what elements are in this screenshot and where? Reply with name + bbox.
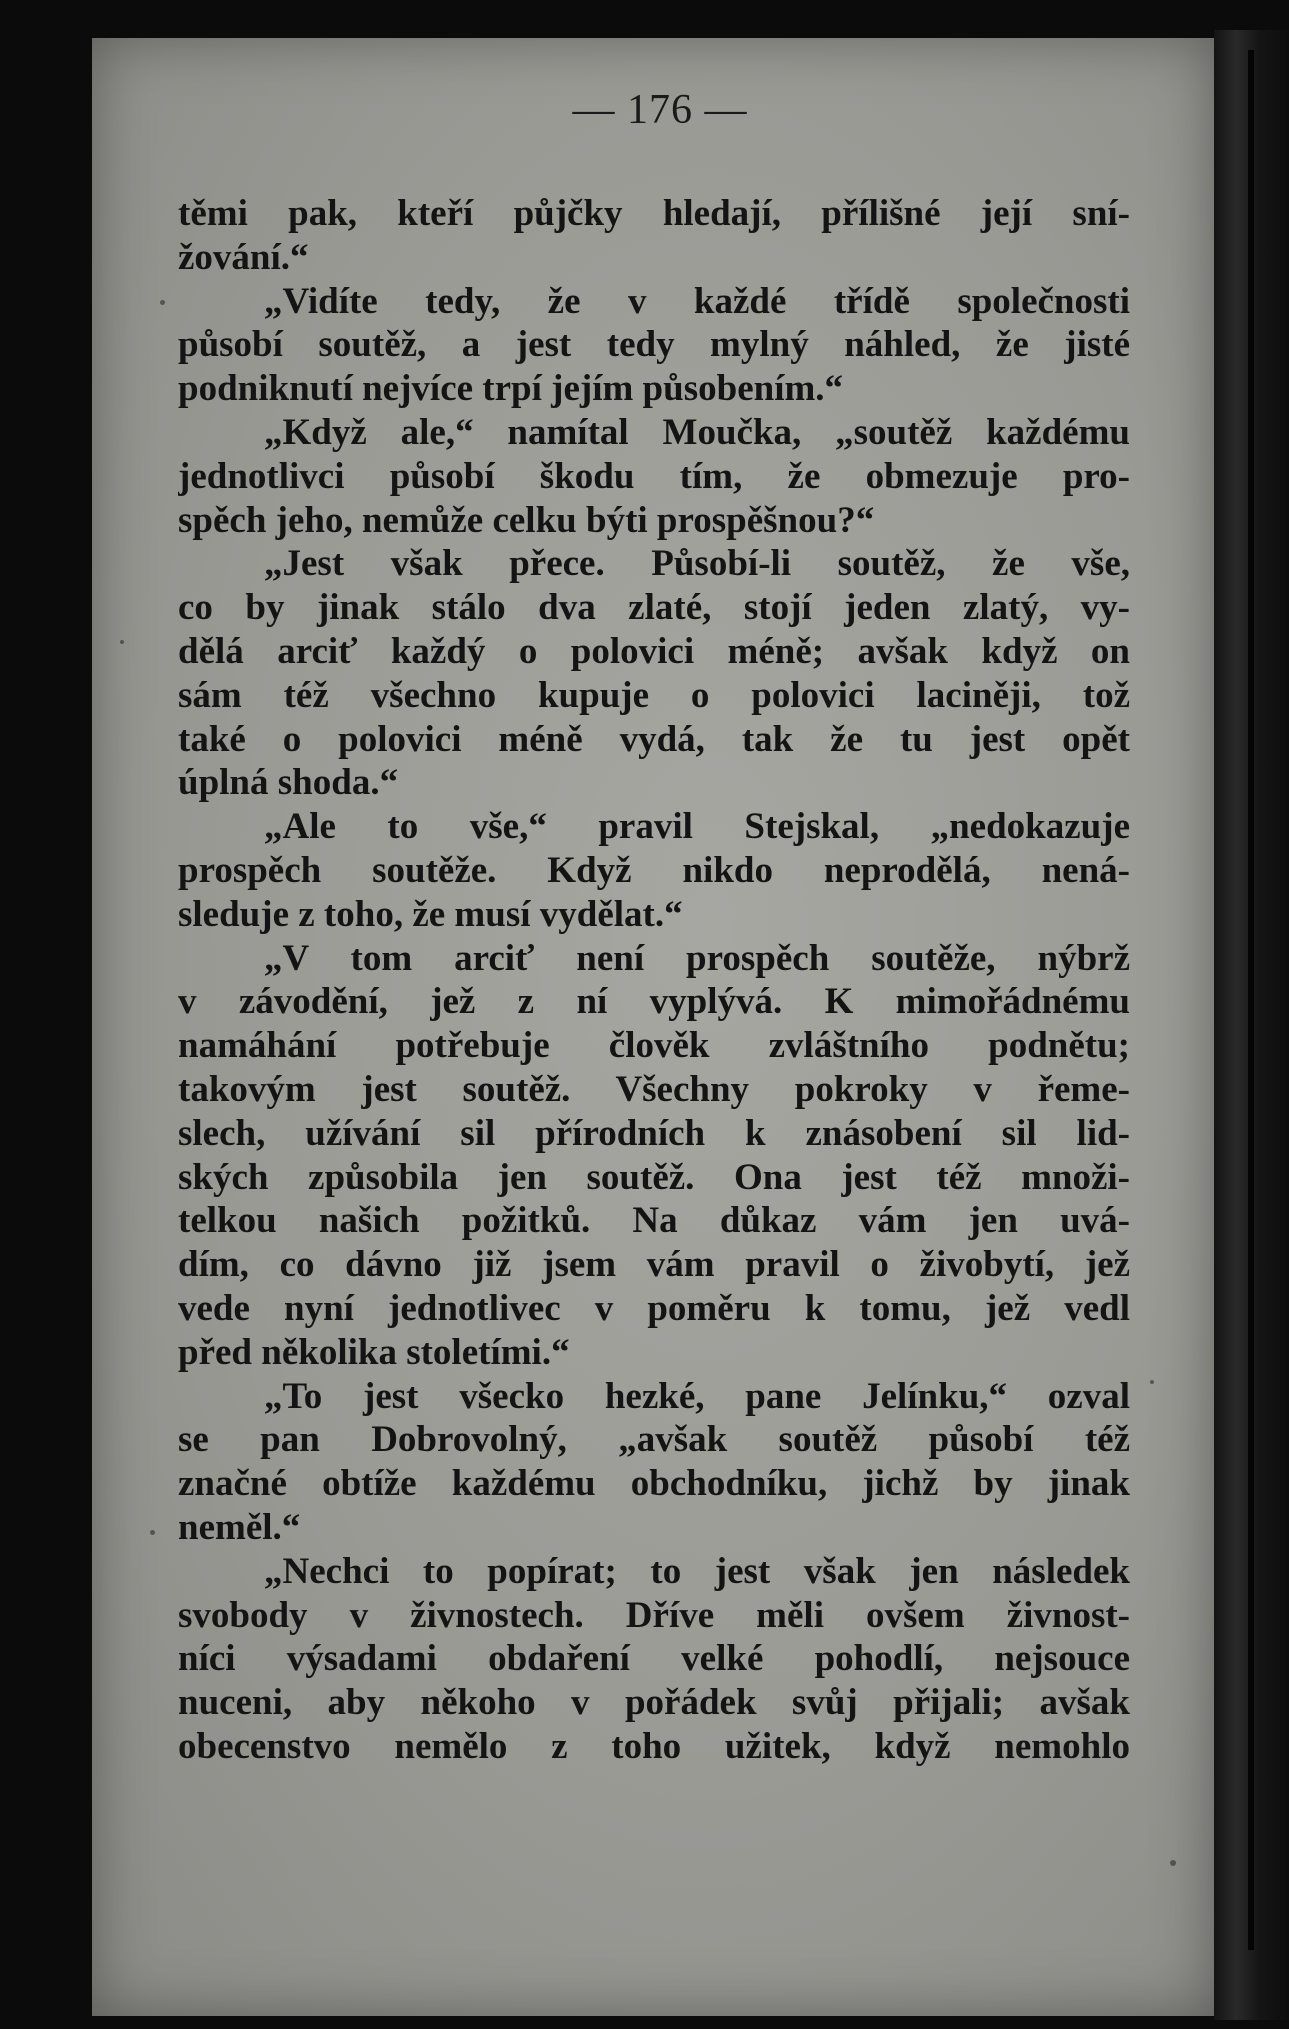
text-line: svobody v živnostech. Dříve měli ovšem živnost- <box>178 1594 1130 1636</box>
text-line: se pan Dobrovolný, „avšak soutěž působí též <box>178 1419 1130 1461</box>
text-line: obecenstvo nemělo z toho užitek, když nemohlo <box>178 1725 1130 1767</box>
text-line: podniknutí nejvíce trpí jejím působením.“ <box>178 368 844 410</box>
text-line: slech, užívání sil přírodních k znásobení sil lid- <box>178 1112 1130 1154</box>
text-line: těmi pak, kteří půjčky hledají, přílišné její sní- <box>178 193 1130 234</box>
text-line: před několika stoletími.“ <box>178 1331 570 1373</box>
text-line: úplná shoda.“ <box>178 762 399 804</box>
text-line: „V tom arciť není prospěch soutěže, nýbrž <box>264 937 1130 979</box>
text-line: „Nechci to popírat; to jest však jen následek <box>264 1550 1130 1592</box>
text-line: „Ale to vše,“ pravil Stejskal, „nedokazuje <box>264 806 1130 848</box>
text-line: namáhání potřebuje člověk zvláštního podnětu; <box>178 1025 1130 1067</box>
text-line: sám též všechno kupuje o polovici laciněji, tož <box>178 674 1130 716</box>
text-line: vede nyní jednotlivec v poměru k tomu, jež vedl <box>178 1287 1130 1329</box>
text-line: sleduje z toho, že musí vydělat.“ <box>178 893 683 935</box>
text-line: co by jinak stálo dva zlaté, stojí jeden zlatý, vy- <box>178 587 1130 629</box>
page-number: — 176 — <box>572 87 748 133</box>
body-text <box>178 192 1130 1769</box>
paper-speck <box>160 300 165 305</box>
text-line: dělá arciť každý o polovici méně; avšak když on <box>178 630 1130 672</box>
text-line: žování.“ <box>178 236 309 278</box>
paper-speck <box>1170 1860 1176 1866</box>
text-line: telkou našich požitků. Na důkaz vám jen uvá- <box>178 1200 1130 1242</box>
text-line: „Když ale,“ namítal Moučka, „soutěž každému <box>264 411 1130 453</box>
text-line: neměl.“ <box>178 1506 301 1548</box>
text-line: jednotlivci působí škodu tím, že obmezuje pro- <box>178 455 1130 497</box>
binding-shadow-line <box>1248 50 1254 1950</box>
text-line: nuceni, aby někoho v pořádek svůj přijali; avšak <box>178 1682 1130 1724</box>
text-line: dím, co dávno již jsem vám pravil o živobytí, jež <box>178 1244 1130 1286</box>
text-line: působí soutěž, a jest tedy mylný náhled, že jisté <box>178 324 1130 366</box>
text-line: značné obtíže každému obchodníku, jichž by jinak <box>178 1463 1130 1505</box>
paper-speck <box>120 640 124 644</box>
text-line: „Jest však přece. Působí-li soutěž, že vše, <box>264 543 1130 585</box>
text-line: spěch jeho, nemůže celku býti prospěšnou?“ <box>178 499 875 541</box>
text-line: prospěch soutěže. Když nikdo neprodělá, nená- <box>178 849 1130 891</box>
text-line: takovým jest soutěž. Všechny pokroky v řeme- <box>178 1068 1130 1110</box>
text-line: také o polovici méně vydá, tak že tu jest opět <box>178 718 1130 760</box>
text-line: „To jest všecko hezké, pane Jelínku,“ ozval <box>264 1375 1130 1417</box>
paper-speck <box>1150 1380 1154 1384</box>
text-line: v závodění, jež z ní vyplývá. K mimořádnému <box>178 981 1130 1023</box>
text-line: „Vidíte tedy, že v každé třídě společnosti <box>264 280 1130 322</box>
paper-speck <box>150 1530 155 1535</box>
text-line: ských způsobila jen soutěž. Ona jest též množi- <box>178 1156 1130 1198</box>
text-line: níci výsadami obdaření velké pohodlí, nejsouce <box>178 1638 1130 1680</box>
